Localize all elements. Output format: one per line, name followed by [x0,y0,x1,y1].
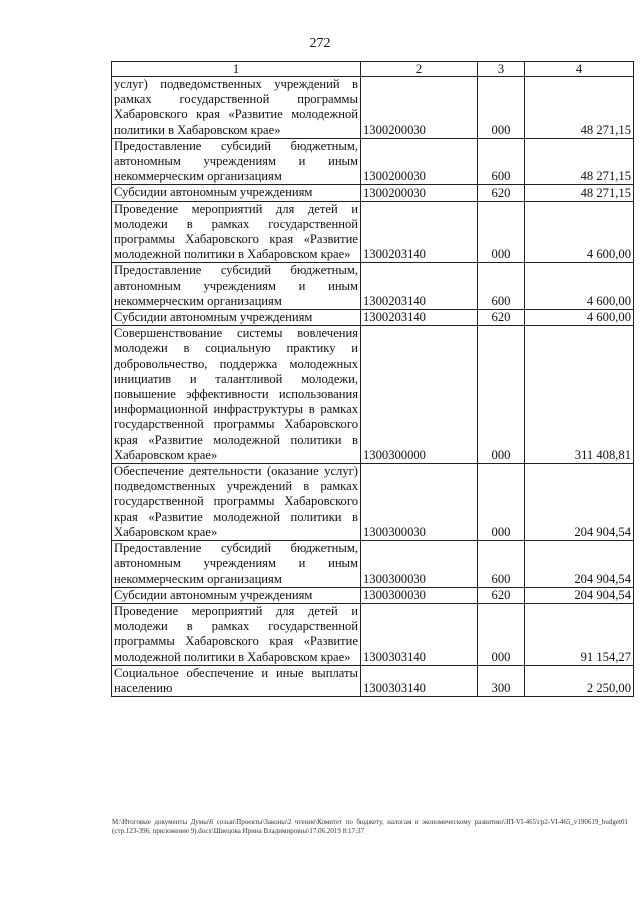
row-code: 1300200030 [361,138,478,185]
header-col-1: 1 [112,62,361,77]
row-amount: 4 600,00 [525,310,634,326]
row-name: Предоставление субсидий бюджетным, автономным учреждениям и иным некоммерческим организациям [112,138,361,185]
row-amount: 4 600,00 [525,201,634,263]
row-code: 1300200030 [361,77,478,139]
row-amount: 311 408,81 [525,326,634,464]
row-vr: 600 [478,263,525,310]
row-name: услуг) подведомственных учреждений в рамках государственной программы Хабаровского края «Развитие молодежной политики в Хабаровском крае» [112,77,361,139]
table-row [112,603,634,665]
table-row [112,185,634,201]
row-name: Проведение мероприятий для детей и молодежи в рамках государственной программы Хабаровского края «Развитие молодежной политики в Хабаровском крае» [112,603,361,665]
row-code: 1300300030 [361,464,478,541]
header-col-4: 4 [525,62,634,77]
row-code: 1300203140 [361,263,478,310]
table-row [112,201,634,263]
table-row [112,77,634,139]
table-row [112,138,634,185]
row-amount: 48 271,15 [525,138,634,185]
row-name: Социальное обеспечение и иные выплаты населению [112,665,361,696]
header-col-3: 3 [478,62,525,77]
table-row [112,310,634,326]
table-row [112,665,634,696]
row-vr: 000 [478,201,525,263]
row-code: 1300303140 [361,603,478,665]
row-amount: 48 271,15 [525,77,634,139]
row-vr: 620 [478,310,525,326]
row-vr: 620 [478,185,525,201]
row-name: Проведение мероприятий для детей и молодежи в рамках государственной программы Хабаровского края «Развитие молодежной политики в Хабаровском крае» [112,201,361,263]
row-amount: 48 271,15 [525,185,634,201]
row-code: 1300300030 [361,587,478,603]
row-name: Субсидии автономным учреждениям [112,587,361,603]
table-row [112,587,634,603]
table-row [112,464,634,541]
row-name: Предоставление субсидий бюджетным, автономным учреждениям и иным некоммерческим организациям [112,541,361,588]
header-col-2: 2 [361,62,478,77]
row-code: 1300300000 [361,326,478,464]
budget-table [111,61,634,697]
row-vr: 000 [478,464,525,541]
table-row [112,326,634,464]
row-amount: 4 600,00 [525,263,634,310]
row-name: Субсидии автономным учреждениям [112,185,361,201]
row-amount: 91 154,27 [525,603,634,665]
table-row [112,263,634,310]
row-vr: 600 [478,138,525,185]
row-code: 1300303140 [361,665,478,696]
row-vr: 600 [478,541,525,588]
row-code: 1300203140 [361,310,478,326]
row-vr: 000 [478,77,525,139]
row-amount: 204 904,54 [525,541,634,588]
row-vr: 620 [478,587,525,603]
row-amount: 2 250,00 [525,665,634,696]
row-code: 1300300030 [361,541,478,588]
row-name: Совершенствование системы вовлечения молодежи в социальную практику и добровольчество, поддержка молодежных инициатив и талантливой молодежи, повышение эффективности использования информационной инфраструктуры в рамках государственной программы Хабаровского края «Развитие молодежной политики в Хабаровском крае» [112,326,361,464]
row-name: Обеспечение деятельности (оказание услуг) подведомственных учреждений в рамках государственной программы Хабаровского края «Развитие молодежной политики в Хабаровском крае» [112,464,361,541]
document-path-footer: M:\Итоговые документы Думы\6 созыв\Проекты\Законы\2 чтение\Комитет по бюджету, налогам и экономическому развитию\ЗП-VI-465\гр2-VI-465_v190619_budget01 (стр.123-396, приложение 9).docx\Швецова Ирина Владимировна\17.06.2019 8:17:37 [112,818,628,835]
row-name: Субсидии автономным учреждениям [112,310,361,326]
row-amount: 204 904,54 [525,464,634,541]
table-row [112,541,634,588]
row-vr: 000 [478,326,525,464]
row-code: 1300200030 [361,185,478,201]
row-name: Предоставление субсидий бюджетным, автономным учреждениям и иным некоммерческим организациям [112,263,361,310]
row-code: 1300203140 [361,201,478,263]
page-number: 272 [309,36,331,51]
row-vr: 300 [478,665,525,696]
row-vr: 000 [478,603,525,665]
row-amount: 204 904,54 [525,587,634,603]
header-row [112,62,634,77]
